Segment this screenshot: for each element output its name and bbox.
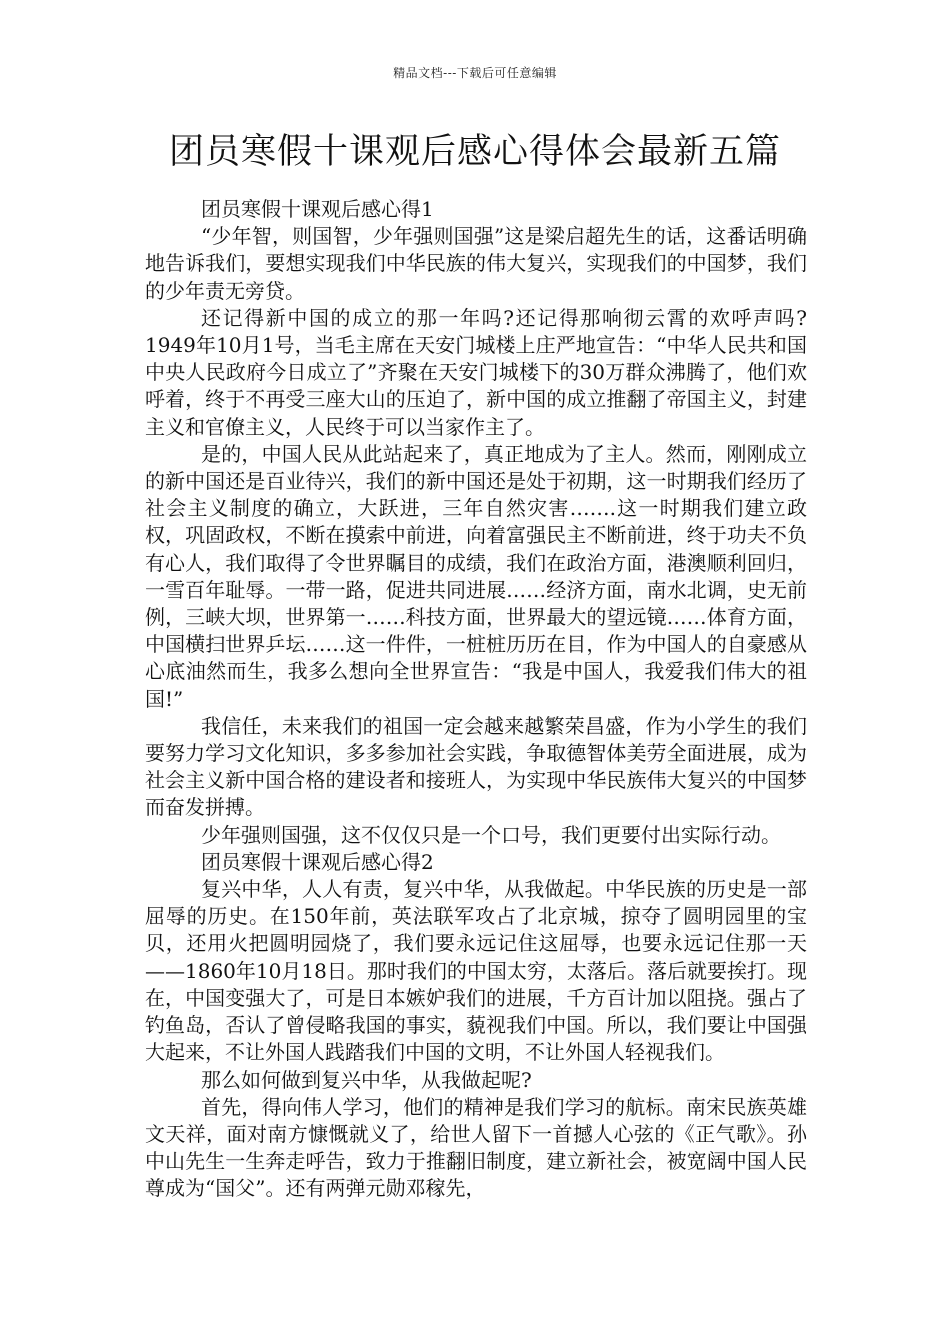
body-paragraph: “少年智，则国智，少年强则国强”这是梁启超先生的话，这番话明确地告诉我们，要想实现我们中华民族的伟大复兴，实现我们的中国梦，我们的少年责无旁贷。 (145, 224, 807, 303)
document-body (145, 196, 807, 1203)
section-heading-2: 团员寒假十课观后感心得2 (201, 849, 434, 874)
body-paragraph: 还记得新中国的成立的那一年吗?还记得那响彻云霄的欢呼声吗?1949年10月1号，当毛主席在天安门城楼上庄严地宣告：“中华人民共和国中央人民政府今日成立了”齐聚在天安门城楼下的30万群众沸腾了，他们欢呼着，终于不再受三座大山的压迫了，新中国的成立推翻了帝国主义，封建主义和官僚主义，人民终于可以当家作主了。 (145, 305, 807, 439)
body-paragraph: 首先，得向伟人学习，他们的精神是我们学习的航标。南宋民族英雄文天祥，面对南方慷慨就义了，给世人留下一首撼人心弦的《正气歌》。孙中山先生一生奔走呼告，致力于推翻旧制度，建立新社会，被宽阔中国人民尊成为“国父”。还有两弹元勋邓稼先， (145, 1094, 807, 1201)
body-paragraph: 我信任，未来我们的祖国一定会越来越繁荣昌盛，作为小学生的我们要努力学习文化知识，多多参加社会实践，争取德智体美劳全面进展，成为社会主义新中国合格的建设者和接班人，为实现中华民族伟大复兴的中国梦而奋发拼搏。 (145, 713, 807, 820)
body-paragraph: 复兴中华，人人有责，复兴中华，从我做起。中华民族的历史是一部屈辱的历史。在150年前，英法联军攻占了北京城，掠夺了圆明园里的宝贝，还用火把圆明园烧了，我们要永远记住这屈辱，也要永远记住那一天——1860年10月18日。那时我们的中国太穷，太落后。落后就要挨打。现在，中国变强大了，可是日本嫉妒我们的进展，千方百计加以阻挠。强占了钓鱼岛，否认了曾侵略我国的事实，藐视我们中国。所以，我们要让中国强大起来，不让外国人践踏我们中国的文明，不让外国人轻视我们。 (145, 877, 807, 1065)
body-paragraph: 那么如何做到复兴中华，从我做起呢? (201, 1067, 532, 1092)
section-heading-1: 团员寒假十课观后感心得1 (201, 197, 434, 221)
body-paragraph: 少年强则国强，这不仅仅只是一个口号，我们更要付出实际行动。 (201, 822, 781, 847)
body-paragraph: 是的，中国人民从此站起来了，真正地成为了主人。然而，刚刚成立的新中国还是百业待兴，我们的新中国还是处于初期，这一时期我们经历了社会主义制度的确立，大跃进，三年自然灾害…….这一时期我们建立政权，巩固政权，不断在摸索中前进，向着富强民主不断前进，终于功夫不负有心人，我们取得了令世界瞩目的成绩，我们在政治方面，港澳顺利回归，一雪百年耻辱。一带一路，促进共同进展……经济方面，南水北调，史无前例，三峡大坝，世界第一……科技方面，世界最大的望远镜……体育方面，中国横扫世界乒坛……这一件件，一桩桩历历在目，作为中国人的自豪感从心底油然而生，我多么想向全世界宣告：“我是中国人，我爱我们伟大的祖国!” (145, 441, 807, 711)
page-header: 精品文档---下载后可任意编辑 (393, 66, 557, 80)
document-title: 团员寒假十课观后感心得体会最新五篇 (168, 132, 781, 172)
